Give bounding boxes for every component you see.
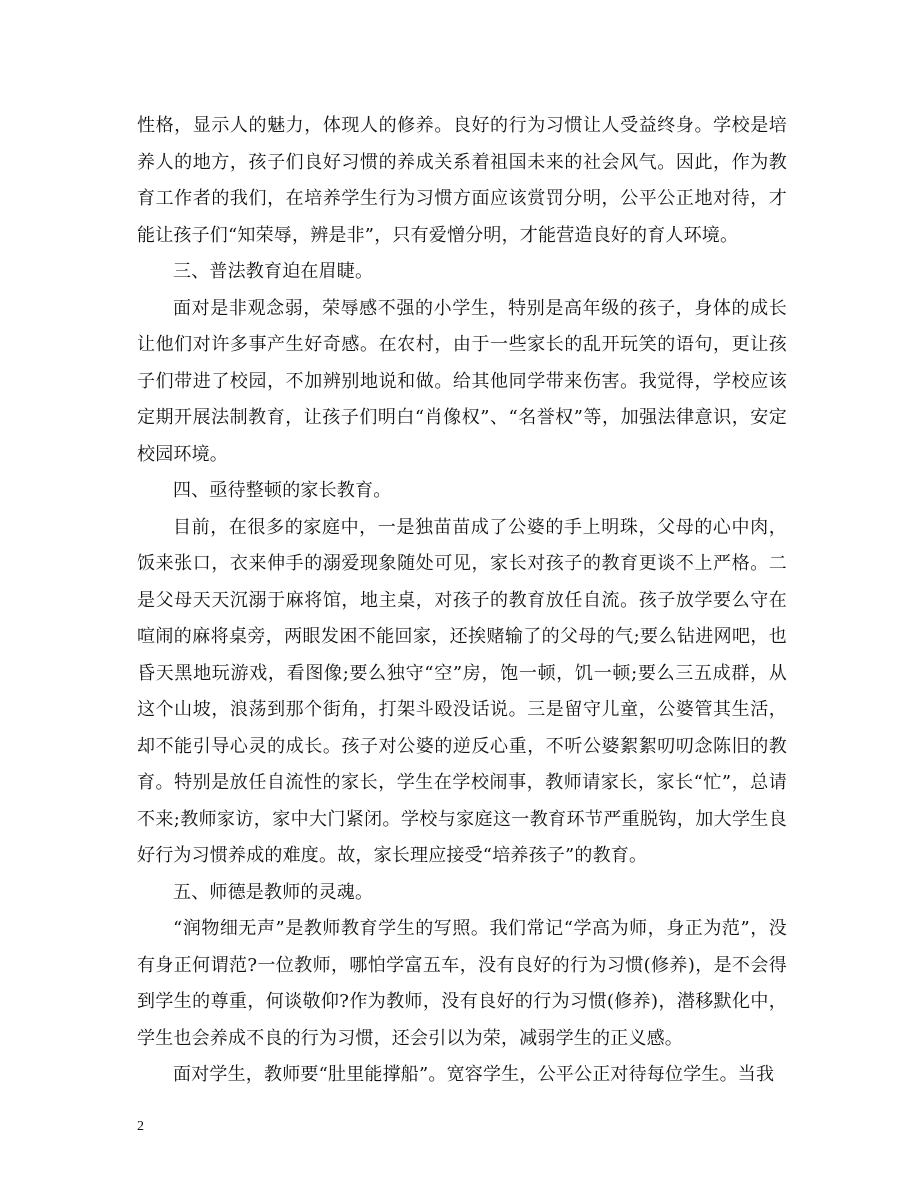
- paragraph: 目前，在很多的家庭中，一是独苗苗成了公婆的手上明珠，父母的心中肉，饭来张口，衣来伸手的溺爱现象随处可见，家长对孩子的教育更谈不上严格。二是父母天天沉溺于麻将馆，地主桌，对孩子的教育放任自流。孩子放学要么守在喧闹的麻将桌旁，两眼发困不能回家，还挨赌输了的父母的气;要么钻进网吧，也昏天黑地玩游戏，看图像;要么独守“空”房，饱一顿，饥一顿;要么三五成群，从这个山坡，浪荡到那个街角，打架斗殴没话说。三是留守儿童，公婆管其生活，却不能引导心灵的成长。孩子对公婆的逆反心重，不听公婆絮絮叨叨念陈旧的教育。特别是放任自流性的家长，学生在学校闹事，教师请家长，家长“忙”，总请不来;教师家访，家中大门紧闭。学校与家庭这一教育环节严重脱钩，加大学生良好行为习惯养成的难度。故，家长理应接受“培养孩子”的教育。: [137, 516, 787, 866]
- section-heading-4: 四、亟待整顿的家长教育。: [173, 480, 392, 501]
- document-body: [137, 108, 787, 1094]
- section-heading-3: 三、普法教育迫在眉睫。: [173, 261, 374, 282]
- paragraph: 面对学生，教师要“肚里能撑船”。宽容学生，公平公正对待每位学生。当我: [173, 1064, 775, 1085]
- paragraph: “润物细无声”是教师教育学生的写照。我们常记“学高为师，身正为范”，没有身正何谓范?一位教师，哪怕学富五车，没有良好的行为习惯(修养)，是不会得到学生的尊重，何谈敬仰?作为教师，没有良好的行为习惯(修养)，潜移默化中，学生也会养成不良的行为习惯，还会引以为荣，减弱学生的正义感。: [137, 918, 787, 1049]
- paragraph: 面对是非观念弱，荣辱感不强的小学生，特别是高年级的孩子，身体的成长让他们对许多事产生好奇感。在农村，由于一些家长的乱开玩笑的语句，更让孩子们带进了校园，不加辨别地说和做。给其他同学带来伤害。我觉得，学校应该定期开展法制教育，让孩子们明白“肖像权”、“名誉权”等，加强法律意识，安定校园环境。: [137, 297, 787, 465]
- paragraph-continuation: 性格，显示人的魅力，体现人的修养。良好的行为习惯让人受益终身。学校是培养人的地方，孩子们良好习惯的养成关系着祖国未来的社会风气。因此，作为教育工作者的我们，在培养学生行为习惯方面应该赏罚分明，公平公正地对待，才能让孩子们“知荣辱，辨是非”，只有爱憎分明，才能营造良好的育人环境。: [137, 115, 787, 246]
- section-heading-5: 五、师德是教师的灵魂。: [173, 881, 374, 903]
- page-number: 2: [137, 1119, 144, 1134]
